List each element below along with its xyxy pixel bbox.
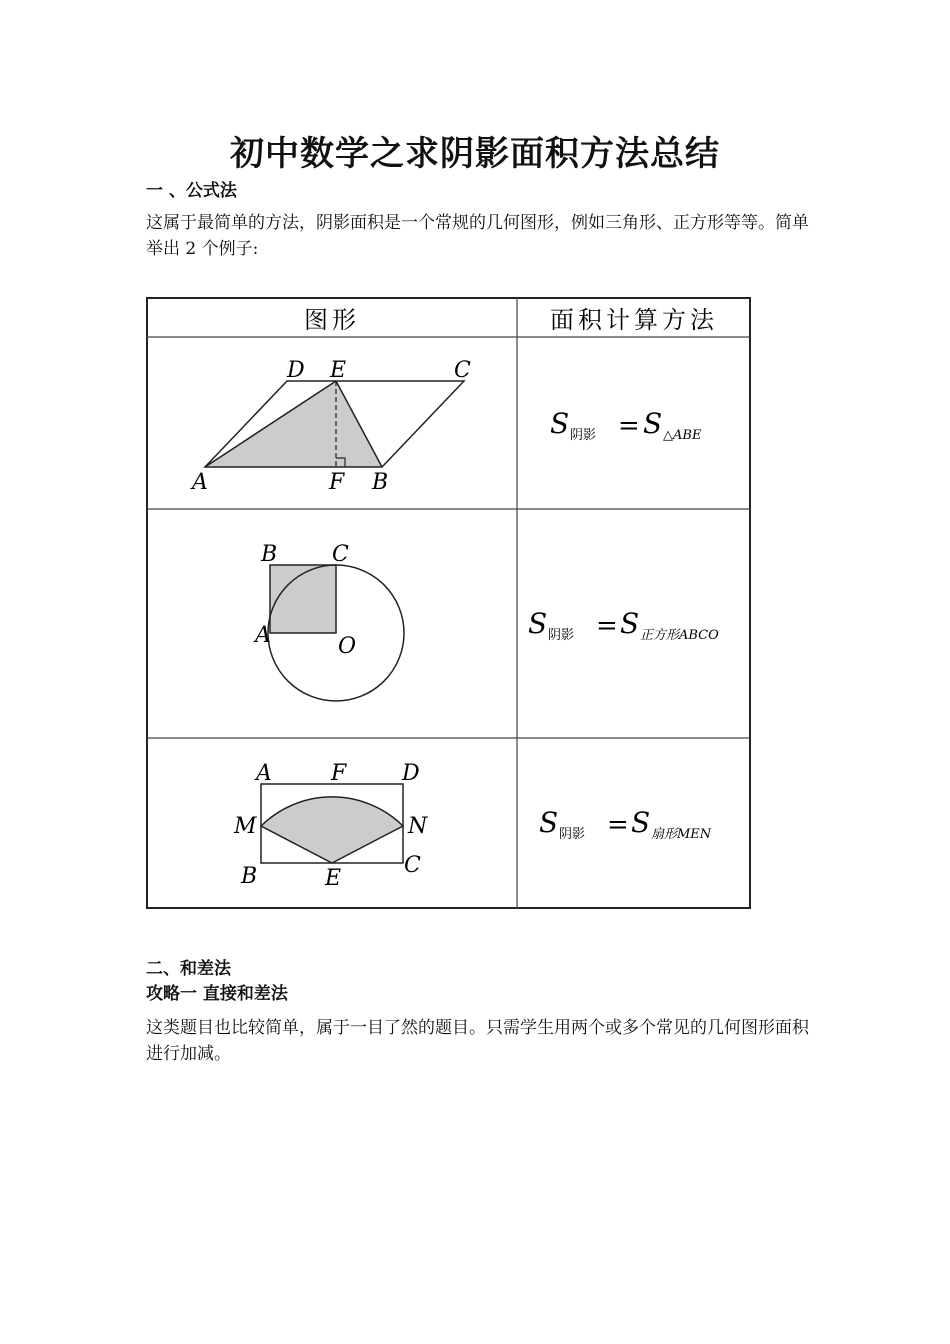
label-f: F	[331, 761, 347, 786]
label-c: C	[332, 542, 349, 567]
header-figure: 图形	[304, 306, 360, 334]
label-o: O	[338, 634, 357, 659]
svg-text:阴影: 阴影	[548, 628, 575, 643]
label-c: C	[404, 853, 421, 878]
section2-paragraph: 这类题目也比较简单，属于一目了然的题目。只需学生用两个或多个常见的几何图形面积进行加减。	[146, 1018, 809, 1064]
rectangle-sector-figure	[233, 761, 428, 891]
formula-triangle	[550, 407, 702, 443]
header-method: 面积计算方法	[550, 306, 718, 334]
svg-text:=: =	[607, 810, 629, 840]
svg-text:S: S	[528, 607, 548, 640]
shaded-square-abco	[270, 565, 336, 633]
label-e: E	[330, 358, 347, 383]
label-b: B	[261, 542, 278, 567]
label-a: A	[255, 623, 271, 648]
svg-text:正方形ABCO: 正方形ABCO	[640, 628, 719, 643]
svg-text:=: =	[618, 411, 640, 441]
section1-heading: 一 、公式法	[146, 181, 237, 201]
label-b: B	[241, 864, 258, 889]
svg-text:S: S	[620, 607, 640, 640]
label-n: N	[408, 814, 428, 839]
label-d: D	[402, 761, 420, 786]
formula-square	[528, 607, 719, 643]
svg-text:S: S	[631, 806, 651, 839]
label-a: A	[256, 761, 272, 786]
svg-text:=: =	[596, 611, 618, 641]
label-a: A	[192, 470, 208, 495]
label-d: D	[287, 358, 305, 383]
square-circle-figure	[253, 542, 404, 701]
formula-table	[146, 297, 751, 909]
label-c: C	[454, 358, 471, 383]
shaded-sector-men	[261, 797, 403, 863]
label-b: B	[372, 470, 389, 495]
label-f: F	[329, 470, 345, 495]
svg-text:S: S	[539, 806, 559, 839]
svg-text:扇形MEN: 扇形MEN	[651, 827, 712, 842]
label-m: M	[234, 814, 257, 839]
section2-heading: 二、和差法	[146, 959, 231, 979]
page-title: 初中数学之求阴影面积方法总结	[230, 134, 720, 174]
section2-subheading: 攻略一 直接和差法	[146, 984, 288, 1004]
svg-text:阴影: 阴影	[570, 428, 597, 443]
parallelogram-figure	[190, 358, 471, 495]
svg-text:阴影: 阴影	[559, 827, 586, 842]
label-e: E	[325, 866, 342, 891]
svg-text:S: S	[643, 407, 663, 440]
formula-sector	[539, 806, 712, 842]
svg-text:△ABE: △ABE	[663, 428, 702, 443]
svg-text:S: S	[550, 407, 570, 440]
shaded-triangle-abe	[205, 381, 382, 467]
section1-paragraph: 这属于最简单的方法，阴影面积是一个常规的几何图形，例如三角形、正方形等等。简单举出 2 个例子:	[146, 213, 809, 259]
